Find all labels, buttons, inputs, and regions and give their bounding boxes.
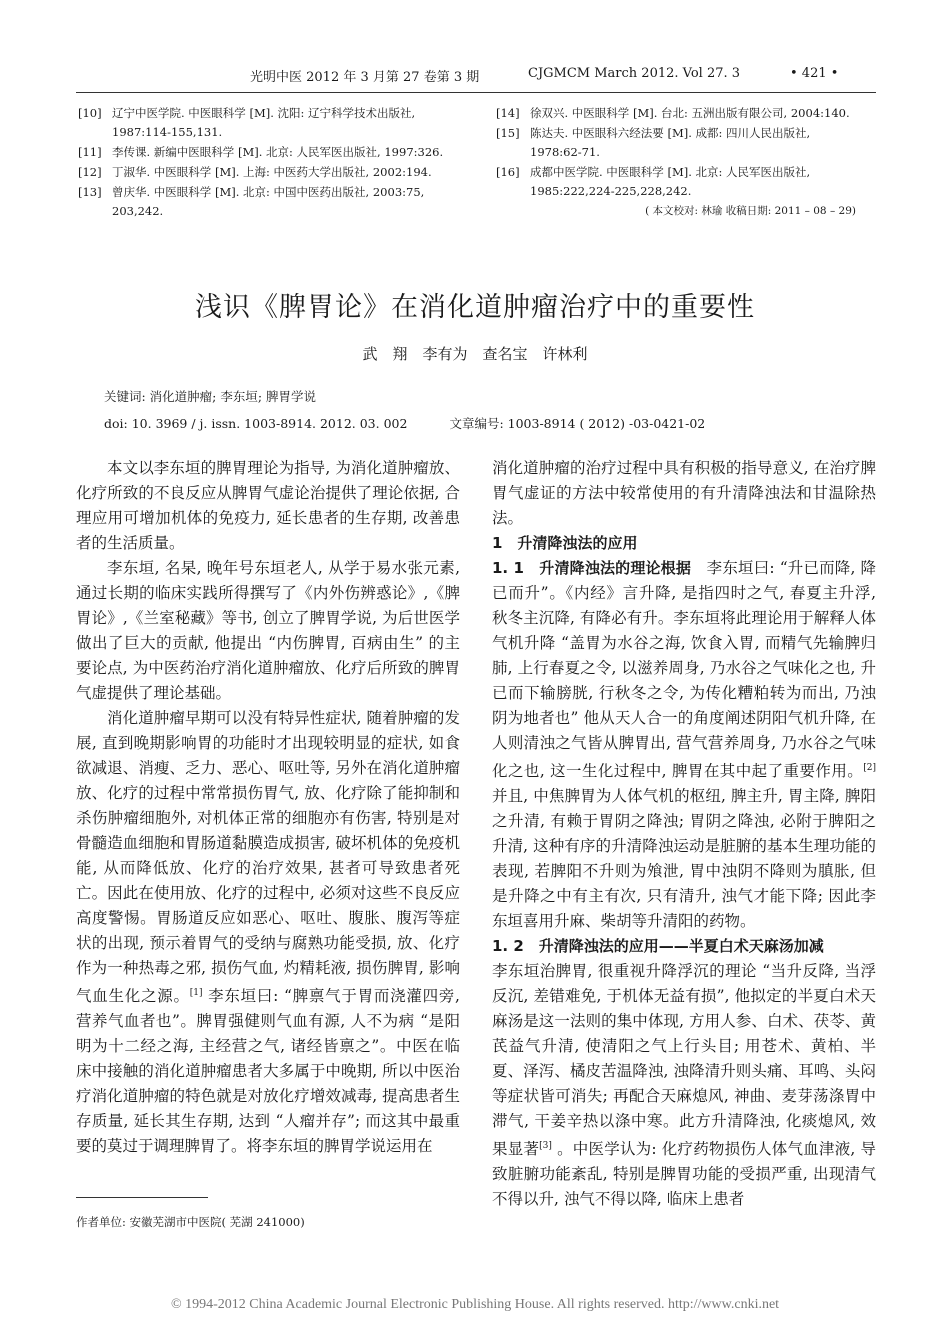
copyright-line: © 1994-2012 China Academic Journal Electronic Publishing House. All rights reserved. http://www.cnki.net [170,1297,780,1312]
journal-info-en: CJGMCM March 2012. Vol 27. 3 [528,66,741,81]
header-rule [76,92,876,93]
body-left-column [76,456,460,1159]
keywords: 关键词: 消化道肿瘤; 李东垣; 脾胃学说 [104,389,317,404]
section-heading: 1 升清降浊法的应用 [492,534,638,552]
paragraph: 1. 1 升清降浊法的理论根据 李东垣曰: “升已而降, 降已而升”。《内经》言升降, 是指四时之气, 春夏主升浮, 秋冬主沉降, 有降必有升。李东垣将此理论用于解释人体气机升降 “盖胃为水谷之海, 饮食入胃, 而精气先输脾归肺, 上行春夏之令, 以滋养周身, 乃水谷之气味化之也, 升已而下输膀胱, 行秋冬之令, 为传化糟粕转为而出, 乃浊阴为地者也” 他从天人合一的角度阐述阴阳气机升降, 在人则清浊之气皆从脾胃出, 营气营养周身, 乃水谷之气味化之也, 这一生化过程中, 脾胃在其中起了重要作用。[2] 并且, 中焦脾胃为人体气机的枢纽, 脾主升, 胃主降, 脾阳之升清, 有赖于胃阴之降浊; 胃阴之降浊, 必附于脾阳之升清, 这种有序的升清降浊运动是脏腑的基本生理功能的表现, 若脾阳不升则为飧泄, 胃中浊阴不降则为䐜胀, 但是升降之中有主有次, 只有清升, 浊气才能下降; 因此李东垣喜用升麻、柴胡等升清阳的药物。 [492,559,876,931]
references-right [496,104,878,221]
article-number: 文章编号: 1003-8914 ( 2012) -03-0421-02 [449,416,706,431]
article-title: 浅识《脾胃论》在消化道肿瘤治疗中的重要性 [195,292,755,323]
references-left [78,104,460,222]
citation: [2] [863,763,876,773]
citation: [3] [539,1141,552,1152]
reference-item: [16] 成都中医学院. 中医眼科学 [M]. 北京: 人民军医出版社, 1985:222,224-225,228,242. [496,165,811,198]
paragraph: 消化道肿瘤早期可以没有特异性症状, 随着肿瘤的发展, 直到晚期影响胃的功能时才出现较明显的症状, 如食欲减退、消瘦、乏力、恶心、呕吐等, 另外在消化道肿瘤放、化疗的过程中常常损伤胃气, 放、化疗除了能抑制和杀伤肿瘤细胞外, 对机体正常的细胞亦有伤害, 特别是对骨髓造血细胞和胃肠道黏膜造成损害, 破坏机体的免疫机能, 从而降低放、化疗的治疗效果, 甚者可导致患者死亡。因此在使用放、化疗的过程中, 必须对这些不良反应高度警惕。胃肠道反应如恶心、呕吐、腹胀、腹泻等症状的出现, 预示着胃气的受纳与腐熟功能受损, 放、化疗作为一种热毒之邪, 损伤气血, 灼精耗液, 损伤脾胃, 影响气血生化之源。[1] 李东垣曰: “脾禀气于胃而浇灌四旁, 营养气血者也”。脾胃强健则气血有源, 人不为病 “是阳明为十二经之海, 主经营之气, 诸经皆禀之”。中医在临床中接触的消化道肿瘤患者大多属于中晚期, 所以中医治疗消化道肿瘤的特色就是对放化疗增效减毒, 提高患者生存质量, 延长其生存期, 达到 “人瘤并存”; 而这其中最重要的莫过于调理脾胃了。将李东垣的脾胃学说运用在 [76,709,460,1156]
authors: 武 翔 李有为 查名宝 许林利 [362,345,588,363]
journal-info-cn: 光明中医 2012 年 3 月第 27 卷第 3 期 [250,70,480,85]
reference-item: [10] 辽宁中医学院. 中医眼科学 [M]. 沈阳: 辽宁科学技术出版社, 1987:114-155,131. [78,106,416,139]
page-number: • 421 • [790,66,839,81]
footnote-rule [76,1197,208,1198]
proof-note: ( 本文校对: 林瑜 收稿日期: 2011 – 08 – 29) [645,205,856,217]
citation: [1] [189,988,203,998]
subsection-heading: 1. 2 升清降浊法的应用——半夏白术天麻汤加减 [492,937,824,956]
body-right-column [492,456,876,1212]
reference-item: [11] 李传课. 新编中医眼科学 [M]. 北京: 人民军医出版社, 1997:326. [78,145,444,159]
paragraph: 消化道肿瘤的治疗过程中具有积极的指导意义, 在治疗脾胃气虚证的方法中较常使用的有升清降浊法和甘温除热法。 [492,459,876,527]
paragraph: 李东垣治脾胃, 很重视升降浮沉的理论 “当升反降, 当浮反沉, 差错难免, 于机体无益有损”, 他拟定的半夏白术天麻汤是这一法则的集中体现, 方用人参、白术、茯苓、黄芪益气升清, 使清阳之气上行头目; 用苍术、黄柏、半夏、泽泻、橘皮苦温降浊, 浊降清升则头痛、耳鸣、头闷等症状皆可消失; 再配合天麻熄风, 神曲、麦芽荡涤胃中滞气, 干姜辛热以涤中寒。此方升清降浊, 化痰熄风, 效果显著[3] 。中医学认为: 化疗药物损伤人体气血津液, 导致脏腑功能紊乱, 特别是脾胃功能的受损严重, 出现清气不得以升, 浊气不得以降, 临床上患者 [492,962,876,1209]
reference-item: [12] 丁淑华. 中医眼科学 [M]. 上海: 中医药大学出版社, 2002:194. [78,165,432,179]
reference-item: [13] 曾庆华. 中医眼科学 [M]. 北京: 中国中医药出版社, 2003:75, 203,242. [78,185,425,218]
reference-item: [15] 陈达夫. 中医眼科六经法要 [M]. 成都: 四川人民出版社, 1978:62-71. [496,126,811,159]
paragraph: 本文以李东垣的脾胃理论为指导, 为消化道肿瘤放、化疗所致的不良反应从脾胃气虚论治提供了理论依据, 合理应用可增加机体的免疫力, 延长患者的生存期, 改善患者的生活质量。 [76,459,460,552]
doi-line [104,414,705,432]
doi: doi: 10. 3969 / j. issn. 1003-8914. 2012. 03. 002 [104,416,408,431]
reference-item: [14] 徐双兴. 中医眼科学 [M]. 台北: 五洲出版有限公司, 2004:140. [496,106,850,120]
subsection-heading: 1. 1 升清降浊法的理论根据 [492,559,692,577]
paragraph: 李东垣, 名杲, 晚年号东垣老人, 从学于易水张元素, 通过长期的临床实践所得撰写了《内外伤辨惑论》,《脾胃论》,《兰室秘藏》等书, 创立了脾胃学说, 为后世医学做出了巨大的贡献, 他提出 “内伤脾胃, 百病由生” 的主要论点, 为中医药治疗消化道肿瘤放、化疗后所致的脾胃气虚提供了理论基础。 [76,559,460,702]
author-affiliation: 作者单位: 安徽芜湖市中医院( 芜湖 241000) [76,1215,305,1229]
